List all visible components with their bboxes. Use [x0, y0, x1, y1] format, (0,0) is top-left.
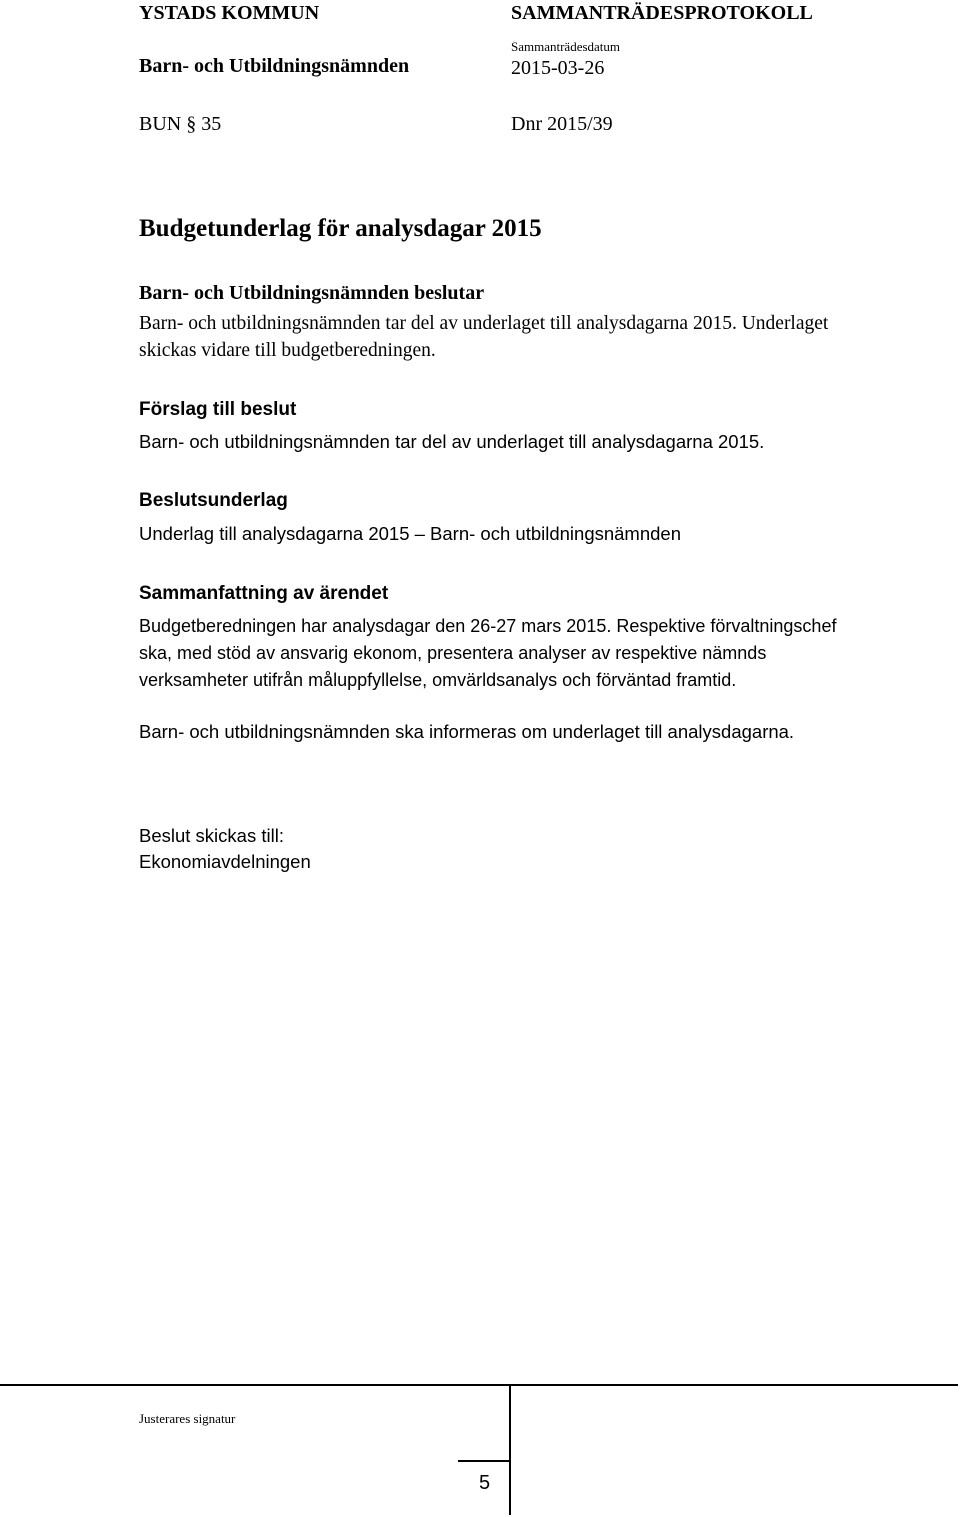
basis-text: Underlag till analysdagarna 2015 – Barn- och utbildningsnämnden	[139, 523, 682, 544]
decision-text-line2: skickas vidare till budgetberedningen.	[139, 340, 436, 361]
summary-text-line2: ska, med stöd av ansvarig ekonom, presentera analyser av respektive nämnds	[139, 643, 767, 663]
decision-text-line1: Barn- och utbildningsnämnden tar del av underlaget till analysdagarna 2015. Underlaget	[139, 313, 829, 334]
sent-to-recipient: Ekonomiavdelningen	[139, 851, 311, 872]
meeting-date-label: Sammanträdesdatum	[511, 39, 621, 54]
meeting-date-value: 2015-03-26	[511, 57, 605, 79]
footer-column-divider	[509, 1384, 511, 1515]
document-title: Budgetunderlag för analysdagar 2015	[139, 215, 542, 242]
municipality-name: YSTADS KOMMUN	[139, 2, 320, 24]
case-number: Dnr 2015/39	[511, 113, 613, 135]
informed-text: Barn- och utbildningsnämnden ska informeras om underlaget till analysdagarna.	[139, 721, 795, 742]
summary-text-line3: verksamheter utifrån måluppfyllelse, omvärldsanalys och förväntad framtid.	[139, 670, 737, 690]
summary-text-line1: Budgetberedningen har analysdagar den 26-27 mars 2015. Respektive förvaltningschef	[139, 616, 837, 636]
signature-label: Justerares signatur	[139, 1411, 236, 1426]
document-type: SAMMANTRÄDESPROTOKOLL	[511, 2, 813, 24]
page-number: 5	[479, 1472, 491, 1494]
paragraph-number: BUN § 35	[139, 113, 222, 135]
decision-heading: Barn- och Utbildningsnämnden beslutar	[139, 282, 485, 304]
summary-heading: Sammanfattning av ärendet	[139, 583, 389, 604]
proposal-heading: Förslag till beslut	[139, 399, 297, 420]
sent-to-label: Beslut skickas till:	[139, 825, 284, 846]
basis-heading: Beslutsunderlag	[139, 490, 288, 511]
committee-name: Barn- och Utbildningsnämnden	[139, 55, 410, 77]
footer-divider	[0, 1384, 958, 1386]
proposal-text: Barn- och utbildningsnämnden tar del av underlaget till analysdagarna 2015.	[139, 431, 765, 452]
